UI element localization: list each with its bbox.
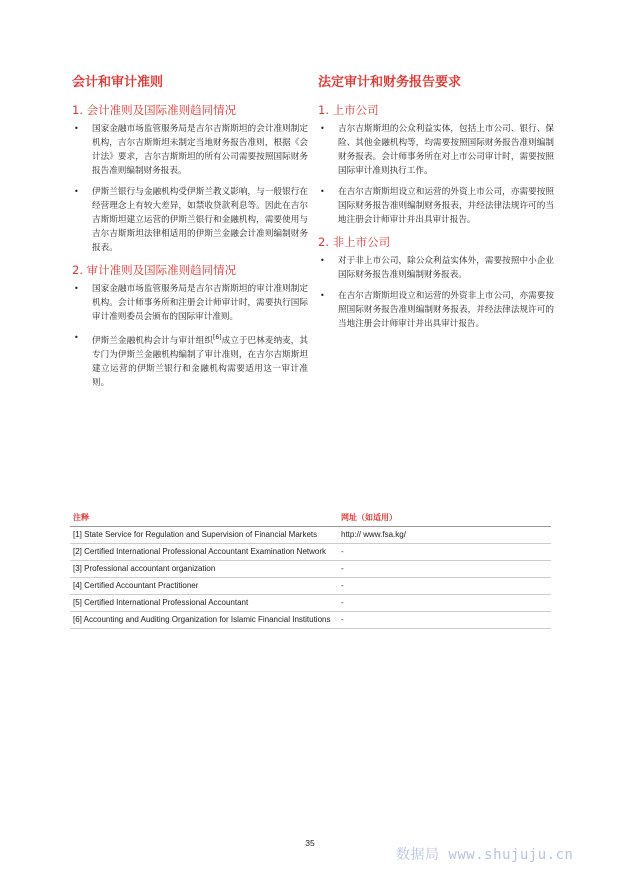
url-cell: http:// www.fsa.kg/ <box>338 527 551 544</box>
subsection-title-listed: 1. 上市公司 <box>318 103 379 117</box>
note-cell: [3] Professional accountant organization <box>70 561 338 578</box>
right-column <box>318 74 554 338</box>
bullet-icon: • <box>74 333 79 342</box>
table-header-row <box>70 510 551 527</box>
table-row <box>70 612 551 629</box>
watermark: 数据局 www.shujuju.cn <box>396 847 574 863</box>
subsection-title-unlisted: 2. 非上市公司 <box>318 235 391 249</box>
note-cell: [4] Certified Accountant Practitioner <box>70 578 338 595</box>
header-url: 网址（如适用） <box>338 510 551 527</box>
bullet-icon: • <box>74 187 79 196</box>
notes-table <box>70 510 551 629</box>
note-cell: [6] Accounting and Auditing Organization for Islamic Financial Institutions <box>70 612 338 629</box>
list-item: • 对于非上市公司，除公众利益实体外，需要按照中小企业国际财务报告准则编制财务报表。 <box>320 256 554 280</box>
unlisted-bullets <box>318 254 554 331</box>
url-cell: - <box>338 544 551 561</box>
section-title-requirements: 法定审计和财务报告要求 <box>318 75 462 90</box>
list-item: • 伊斯兰金融机构会计与审计组织[6]成立于巴林麦纳麦，其专门为伊斯兰金融机构编制了审计准则，在吉尔吉斯斯坦建立运营的伊斯兰银行和金融机构需要适用这一审计准则。 <box>74 333 308 388</box>
table-row <box>70 595 551 612</box>
url-cell: - <box>338 561 551 578</box>
header-note: 注释 <box>70 510 338 527</box>
list-item: • 在吉尔吉斯斯坦设立和运营的外资非上市公司，亦需要按照国际财务报告准则编制财务报表，并经法律法规许可的当地注册会计师审计并出具审计报告。 <box>320 291 554 329</box>
list-item: • 在吉尔吉斯斯坦设立和运营的外资上市公司，亦需要按照国际财务报告准则编制财务报表，并经法律法规许可的当地注册会计师审计并出具审计报告。 <box>320 187 554 225</box>
url-cell: - <box>338 612 551 629</box>
list-item: • 国家金融市场监管服务局是吉尔吉斯斯坦的会计准则制定机构，吉尔吉斯斯坦未制定当地财务报告准则，根据《会计法》要求，吉尔吉斯斯坦的所有公司需要按照国际财务报告准则编制财务报表。 <box>74 124 308 176</box>
table-row <box>70 527 551 544</box>
bullet-icon: • <box>74 284 79 293</box>
note-cell: [1] State Service for Regulation and Supervision of Financial Markets <box>70 527 338 544</box>
bullet-icon: • <box>320 187 325 196</box>
accounting-bullets <box>72 122 308 255</box>
note-cell: [5] Certified International Professional Accountant <box>70 595 338 612</box>
auditing-bullets <box>72 282 308 390</box>
left-column <box>72 74 308 397</box>
bullet-icon: • <box>320 291 325 300</box>
bullet-icon: • <box>320 256 325 265</box>
subsection-title-auditing: 2. 审计准则及国际准则趋同情况 <box>72 263 237 277</box>
table-row <box>70 561 551 578</box>
footnote-ref: [6] <box>213 334 222 341</box>
section-title-standards: 会计和审计准则 <box>72 75 164 90</box>
url-cell: - <box>338 595 551 612</box>
bullet-icon: • <box>320 124 325 133</box>
list-item: • 吉尔吉斯斯坦的公众利益实体，包括上市公司、银行、保险、其他金融机构等，均需要按照国际财务报告准则编制财务报表。会计师事务所在对上市公司审计时，需要按照国际审计准则执行工作。 <box>320 124 554 176</box>
list-item: • 伊斯兰银行与金融机构受伊斯兰教义影响，与一般银行在经营理念上有较大差异，如禁收贷款利息等。因此在吉尔吉斯斯坦建立运营的伊斯兰银行和金融机构，需要使用与吉尔吉斯斯坦法律相适用的伊斯兰金融会计准则编制财务报表。 <box>74 187 308 253</box>
table-row <box>70 544 551 561</box>
url-cell: - <box>338 578 551 595</box>
page-number: 35 <box>305 838 315 848</box>
bullet-icon: • <box>74 124 79 133</box>
subsection-title-accounting: 1. 会计准则及国际准则趋同情况 <box>72 103 237 117</box>
listed-bullets <box>318 122 554 227</box>
table-row <box>70 578 551 595</box>
list-item: • 国家金融市场监管服务局是吉尔吉斯斯坦的审计准则制定机构。会计师事务所和注册会计师审计时，需要执行国际审计准则委员会颁布的国际审计准则。 <box>74 284 308 322</box>
note-cell: [2] Certified International Professional Accountant Examination Network <box>70 544 338 561</box>
